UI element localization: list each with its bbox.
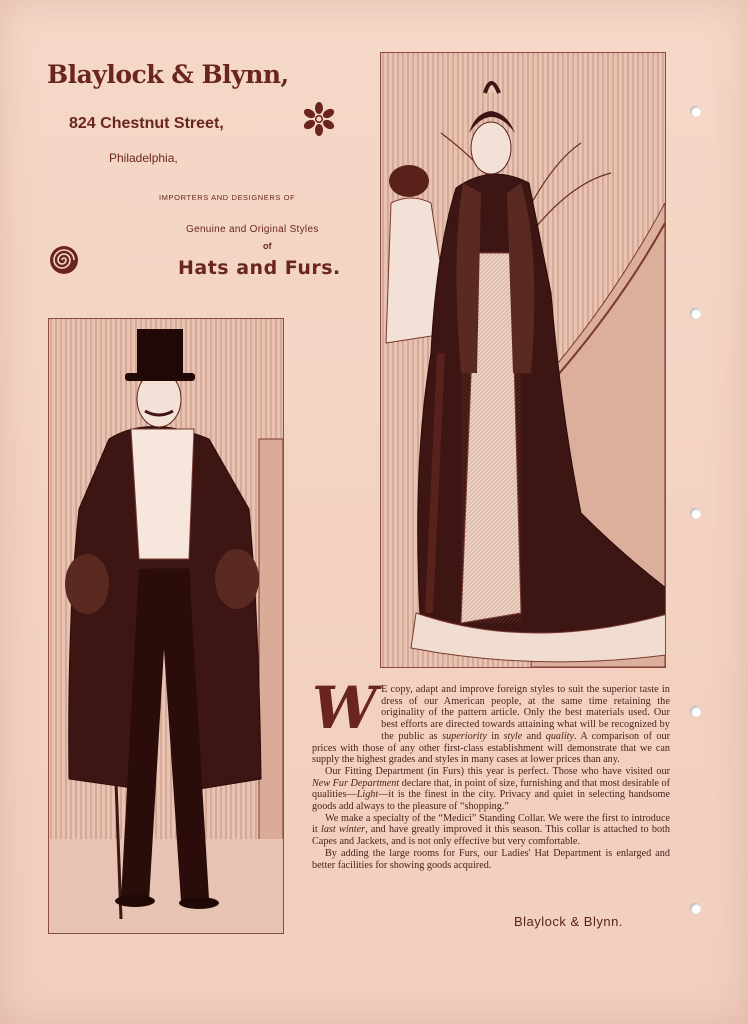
flower-ornament-icon	[300, 100, 338, 138]
gentleman-fur-coat-illustration	[48, 318, 284, 934]
city: Philadelphia,	[109, 151, 178, 165]
spiral-ornament-icon	[48, 244, 80, 276]
paragraph-2: Our Fitting Department (in Furs) this year is perfect. Those who have visited our New Fur Department declare that, in point of size, furnishing and that most desirable of qualities—Light—it is the finest in the city. Privacy and quiet in selecting handsome goods add always to the pleasure of “shopping.”	[312, 765, 671, 813]
of-line: of	[263, 241, 272, 251]
firm-name: Blaylock & Blynn,	[47, 60, 289, 89]
paragraph-3: We make a specialty of the “Medici” Standing Collar. We were the first to introduce it last winter, and have greatly improved it this season. This collar is attached to both Capes and Jackets, and is not only effective but very comfortable.	[312, 812, 670, 848]
address: 824 Chestnut Street,	[69, 115, 224, 132]
binder-hole	[690, 903, 701, 914]
binder-hole	[690, 508, 701, 519]
paragraph-1: W E copy, adapt and improve foreign styles to suit the superior taste in dress of our American people, at the same time retaining the originality of the pattern article. Only the best materials used. Our best efforts are directed towards attaining what will be recognized by the public as superiority in style and quality. A comparison of our prices with those of any other first-class establishment will demonstrate that we can supply the highest grades and styles in many cases at lower prices than any.	[312, 674, 670, 766]
binder-hole	[690, 706, 701, 717]
lady-fur-coat-illustration	[380, 52, 666, 668]
hats-and-furs-heading: Hats and Furs.	[178, 257, 341, 279]
binder-hole	[690, 106, 701, 117]
binder-hole	[690, 308, 701, 319]
genuine-line: Genuine and Original Styles	[186, 224, 319, 235]
drop-cap-letter: W	[312, 674, 378, 742]
body-text	[312, 674, 671, 871]
importers-line: IMPORTERS AND DESIGNERS OF	[159, 193, 296, 202]
paragraph-4: By adding the large rooms for Furs, our Ladies' Hat Department is enlarged and better facilities for showing goods acquired.	[312, 847, 670, 871]
signature: Blaylock & Blynn.	[514, 914, 623, 929]
